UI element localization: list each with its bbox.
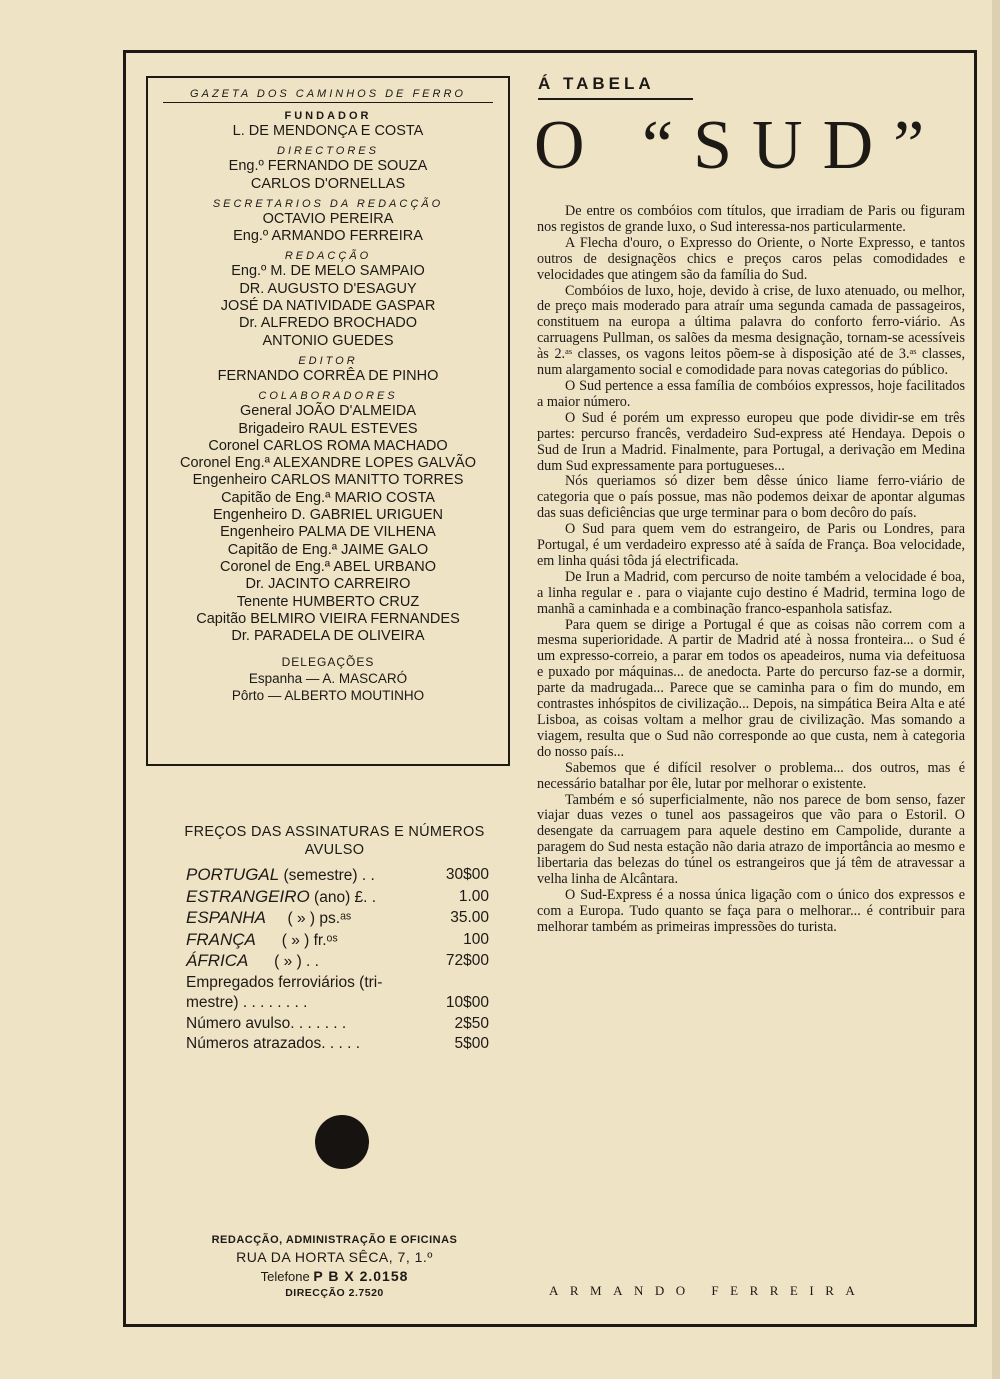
section-rule [538,98,693,100]
masthead-staff-list [148,109,508,645]
masthead-role: EDITOR [298,354,358,367]
article-paragraph: Também e só superficialmente, não nos parece de bom senso, fazer viajar duas vezes o tunel aos passageiros que vão para o Estoril. O desengate da carruagem para aquele destino em Campolide, durante a paragem do Sud nesta estação não daria atrazo de importância ao mesmo e libertaria das belezas do túnel os estrangeiros que já têm de atravessar a velha linha de Alcântara. [537,791,965,888]
subscription-period: ( » ) ps.ᵃˢ [266,910,352,927]
masthead-name: Dr. PARADELA DE OLIVEIRA [231,628,425,645]
subscription-period: (ano) £. . [309,888,377,906]
subscription-period: (semestre) . . [279,867,375,884]
admin-address: RUA DA HORTA SÊCA, 7, 1.º [236,1249,433,1265]
decorative-dot [315,1115,369,1169]
subscription-row [162,887,507,909]
delegation-entry: Espanha — A. MASCARÓ [248,671,408,687]
page-edge [992,0,1000,1379]
subscription-label [162,908,351,930]
admin-info [162,1232,507,1300]
subscription-label [162,973,382,994]
masthead-role: REDACÇÃO [284,250,372,263]
subscription-period: Empregados ferroviários (tri- [186,973,383,991]
masthead-name: Engenheiro D. GABRIEL URIGUEN [213,507,443,524]
article-body [537,204,965,936]
subscription-row [162,930,507,952]
subscription-label [162,930,338,952]
masthead-name: Capitão de Eng.ª MARIO COSTA [221,489,435,506]
masthead-rule [163,102,493,103]
article-paragraph: De entre os combóios com títulos, que irradiam de Paris ou figuram nos registos de grande luxo, o Sud interessa-nos particularmente. [537,203,965,235]
article-paragraph: Nós queriamos só dizer bem dêsse único liame ferro-viário de categoria que o país possue, mas não podemos deixar de apontar algumas das suas deficiências que urge terminar para o bom decôro do país. [537,473,965,522]
article-paragraph: Sabemos que é difícil resolver o problema... dos outros, mas é necessário batalhar por êle, lutar por melhorar o existente. [537,759,965,792]
subscription-price [489,973,507,994]
subscription-row [162,908,507,930]
subscription-price: 2$50 [454,1014,489,1032]
masthead-name: Brigadeiro RAUL ESTEVES [238,420,418,437]
subscription-period: ( » ) fr.ᵒˢ [255,931,338,949]
masthead-name: L. DE MENDONÇA E COSTA [232,123,424,139]
article-paragraph: O Sud para quem vem do estrangeiro, de Paris ou Londres, para Portugal, é um verdadeiro expresso até à saída de França. Boa velocidade, em linha quási tôda já electrificada. [537,521,965,569]
masthead-name: Coronel Eng.ª ALEXANDRE LOPES GALVÃO [179,455,477,472]
masthead-role: DIRECTORES [277,145,379,158]
subscription-period: mestre) . . . . . . . . [186,994,308,1011]
masthead-name: Capitão de Eng.ª JAIME GALO [227,541,429,558]
subscription-price: 10$00 [445,994,489,1011]
masthead-name: Eng.º ARMANDO FERREIRA [233,228,423,245]
masthead-role: SECRETARIOS DA REDACÇÃO [212,197,444,210]
subscription-price: 5$00 [454,1035,489,1052]
subscription-title-line2: AVULSO [304,842,365,858]
admin-phone [162,1267,507,1286]
article-paragraph: A Flecha d'ouro, o Expresso do Oriente, o Norte Expresso, e tantos outros de designaçẽos chics e preços caros pelas comodidades e velocidades que atingem são da família do Sud. [537,234,965,283]
section-label: Á TABELA [538,74,655,93]
subscription-period: ( » ) . . [248,953,319,970]
admin-line: REDACÇÃO, ADMINISTRAÇÃO E OFICINAS [211,1234,458,1246]
masthead-name: Capitão BELMIRO VIEIRA FERNANDES [196,610,460,627]
masthead-name: Eng.º FERNANDO DE SOUZA [228,158,428,175]
masthead-name: Coronel CARLOS ROMA MACHADO [208,437,448,454]
article-headline: O “SUD” [534,107,945,184]
subscription-rows [162,865,507,1055]
subscription-price: 100 [463,930,489,948]
subscription-price: 30$00 [445,866,489,883]
masthead-name: Tenente HUMBERTO CRUZ [236,593,420,610]
subscription-label [162,1034,360,1055]
admin-direction: DIRECÇÃO 2.7520 [285,1287,384,1299]
subscription-label [162,1014,346,1035]
masthead-box [146,76,510,766]
subscription-period: Número avulso. . . . . . . [186,1014,347,1032]
masthead-name: Dr. JACINTO CARREIRO [245,576,411,593]
subscription-title: FREÇOS DAS ASSINATURAS E NÚMEROS [184,824,485,840]
masthead-name: Engenheiro CARLOS MANITTO TORRES [192,472,464,489]
masthead-name: General JOÃO D'ALMEIDA [239,403,417,420]
subscription-label [162,993,307,1014]
subscription-label [162,887,376,909]
masthead-name: DR. AUGUSTO D'ESAGUY [239,280,417,297]
article-paragraph: De Irun a Madrid, com percurso de noite também a velocidade é boa, a linha regular e . para o viajante cujo destino é Madrid, termina logo de manhã a caminhada e a combinação franco-espanhola satisfaz. [537,568,965,617]
subscription-place: ESTRANGEIRO [186,886,310,906]
subscription-row [162,865,507,887]
article-paragraph: Para quem se dirige a Portugal é que as coisas não correm com a mesma superioridade. A partir de Madrid até à nossa fronteira... o Sud é um expresso-correio, a parar em todos os apeadeiros, numa via defeituosa e puxado por máquinas... de anedocta. Parte do percurso faz-se a dormir, parte da madrugada... Parece que se caminha para o fim do mundo, em contrastes inhóspitos de civilização... Depois, na simpática Beira Alta e até Lisboa, as coisas voltam a melhor grau de civilização. Mas somando a viagem, resulta que o Sud não corresponde ao que custa, nem à categoria do nosso país... [537,616,965,760]
article-byline: ARMANDO FERREIRA [549,1283,867,1298]
article-paragraph: Combóios de luxo, hoje, devido à crise, de luxo atenuado, ou melhor, de preço mais moderado para atraír uma segunda camada de passageiros, constituem na europa a última palavra do conforto ferro-viário. As carruagens Pullman, os salões da mesma designação, tornam-se acessíveis às 2.ᵃˢ classes, os vagons leitos põem-se à disposição até de 3.ᵃˢ classes, num alargamento social e comodidade para novas categorias do público. [537,282,965,379]
phone-number: P B X 2.0158 [313,1268,409,1284]
delegations-title: DELEGAÇÕES [281,655,375,670]
subscription-prices [162,823,507,1055]
masthead-role: COLABORADORES [258,390,398,403]
article-paragraph: O Sud pertence a essa família de combóios expressos, hoje facilitados a maior número. [537,377,965,410]
masthead-name: Engenheiro PALMA DE VILHENA [220,524,436,541]
masthead-name: Dr. ALFREDO BROCHADO [238,315,418,332]
subscription-label [162,865,375,887]
subscription-place: FRANÇA [186,929,256,949]
subscription-price: 72$00 [445,952,489,969]
masthead-name: Coronel de Eng.ª ABEL URBANO [220,558,436,575]
masthead-name: Eng.º M. DE MELO SAMPAIO [231,263,425,280]
phone-label: Telefone [260,1269,310,1284]
subscription-row [162,951,507,973]
masthead-name: FERNANDO CORRÊA DE PINHO [217,367,439,384]
article-paragraph: O Sud-Express é a nossa única ligação com o único dos expressos e com a Europa. Tudo quanto se faça para o melhorar... é contribuir para melhorar também as primeiras impressões do turista. [537,886,965,935]
subscription-place: ÁFRICA [186,951,249,970]
subscription-label [162,951,319,973]
subscription-place: ESPANHA [186,908,266,927]
subscription-price: 1.00 [458,887,489,905]
masthead-role: FUNDADOR [284,110,372,122]
subscription-price: 35.00 [450,909,489,926]
masthead-title: GAZETA DOS CAMINHOS DE FERRO [190,88,466,100]
subscription-period: Números atrazados. . . . . [186,1035,361,1052]
masthead-name: CARLOS D'ORNELLAS [250,175,406,192]
subscription-row [162,993,507,1014]
masthead-name: OCTAVIO PEREIRA [262,210,394,227]
subscription-row [162,973,507,994]
subscription-row [162,1014,507,1035]
masthead-name: JOSÉ DA NATIVIDADE GASPAR [220,298,436,315]
masthead-name: ANTONIO GUEDES [262,332,394,349]
subscription-place: PORTUGAL [186,865,280,884]
article-paragraph: O Sud é porém um expresso europeu que pode dividir-se em três partes: percurso francês, verdadeiro Sud-express até Hendaya. Depois o Sud de Irun a Madrid. Finalmente, para Portugal, a derivação em Medina dum Sud expressamente para portugueses... [537,409,965,474]
delegation-entry: Pôrto — ALBERTO MOUTINHO [231,688,425,704]
subscription-row [162,1034,507,1055]
